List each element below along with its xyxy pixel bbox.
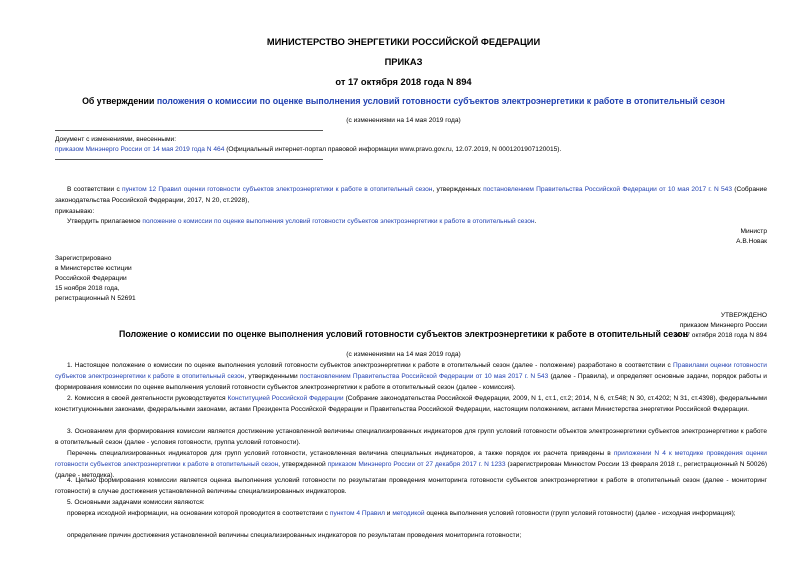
regulation-item-5b: определение причин достижения установленной величины специализированных индикаторов по результатам проведения мониторинга готовности; (67, 532, 522, 539)
methodology-order-link[interactable]: приказом Минэнерго России от 27 декабря 2017 г. N 1233 (327, 461, 506, 468)
rules-point-4-link[interactable]: пунктом 4 Правил (329, 510, 385, 517)
item1-text-2: , утвержденными (244, 373, 300, 380)
signature-name: А.В.Новак (736, 238, 767, 245)
signature-position: Министр (740, 228, 767, 235)
changes-detail (55, 144, 561, 155)
item5a-text-2: и (384, 510, 393, 517)
regulation-item-4: 4. Целью формирования комиссии является оценка выполнения условий готовности по результатам проведения мониторинга готовности субъектов электроэнергетики к работе в отопительный сезон (далее - мониторинг готовности) в случае достижения установленной величины специализированных индикаторов. (55, 477, 767, 495)
methodology-link[interactable]: методикой (392, 510, 425, 517)
order-title-prefix: Об утверждении (82, 96, 157, 106)
changes-source: (Официальный интернет-портал правовой информации www.pravo.gov.ru, 12.07.2019, N 0001201907120015). (224, 146, 562, 153)
registration-line-2: в Министерстве юстиции (55, 265, 132, 272)
item1-text-3: (далее - Правила), и определяет основные задачи, порядок работы и формирования комиссии по оценке выполнения условий готовности субъектов электроэнергетики к работе в отопительный сезон (далее - комиссия). (55, 373, 767, 391)
approval-line-1: УТВЕРЖДЕНО (720, 312, 767, 319)
approve-paragraph (67, 216, 536, 227)
preamble-text-3: (Собрание законодательства Российской Федерации, 2017, N 20, ст.2928), (55, 186, 767, 204)
regulation-item-5: 5. Основными задачами комиссии являются: (67, 499, 205, 506)
order-title-link[interactable]: положения о комиссии по оценке выполнения условий готовности субъектов электроэнергетики к работе в отопительный сезон (156, 96, 725, 106)
order-word: приказываю: (55, 208, 95, 215)
item2-text-2: (Собрание законодательства Российской Федерации, 2009, N 1, ст.1, ст.2; 2014, N 6, ст.548; N 30, ст.4202; N 31, ст.4398), федеральными конституционными законами, федеральными законами, актами Президента Российской Федерации и Правительства Российской Федерации, настоящим положением, актами Министерства энергетики Российской Федерации. (55, 395, 767, 413)
methodology-appendix-link[interactable]: приложении N 4 к методике проведения оценки готовности субъектов электроэнергетики к работе в отопительный сезон (55, 450, 767, 468)
preamble-text-1: В соответствии с (67, 186, 122, 193)
approve-text-1: Утвердить прилагаемое (67, 218, 143, 225)
rules-link[interactable]: Правилами оценки готовности субъектов электроэнергетики к работе в отопительный сезон (55, 362, 767, 380)
item3b-text-3: (зарегистрирован Минюстом России 13 февраля 2018 г., регистрационный N 50026) (далее - методика). (55, 461, 768, 479)
registration-line-4: 15 ноября 2018 года, (55, 285, 120, 292)
government-decree-link[interactable]: постановлением Правительства Российской Федерации от 10 мая 2017 г. N 543 (483, 186, 733, 193)
registration-line-5: регистрационный N 52691 (55, 295, 136, 302)
regulation-link[interactable]: положение о комиссии по оценке выполнения условий готовности субъектов электроэнергетики к работе в отопительный сезон (142, 218, 535, 225)
changes-bottom-rule (55, 159, 323, 160)
approval-line-2: приказом Минэнерго России (679, 322, 767, 329)
preamble-text-2: , утвержденных (432, 186, 484, 193)
constitution-link[interactable]: Конституцией Российской Федерации (227, 395, 344, 402)
regulation-item-3: 3. Основанием для формирования комиссии является достижение установленной величины специализированных индикаторов для групп условий готовности объектов электроэнергетики субъектов электроэнергетики к работе в отопительный сезон (далее - условия готовности, группа условий готовности). (55, 428, 767, 446)
item1-decree-link[interactable]: постановлением Правительства Российской Федерации от 10 мая 2017 г. N 543 (299, 373, 549, 380)
item2-text-1: 2. Комиссия в своей деятельности руководствуется (67, 395, 228, 402)
order-date-number: от 17 октября 2018 года N 894 (335, 77, 472, 87)
order-revision-note: (с изменениями на 14 мая 2019 года) (346, 117, 461, 124)
changes-top-rule (55, 130, 323, 131)
registration-line-1: Зарегистрировано (55, 255, 112, 262)
item5a-text-1: проверка исходной информации, на основании которой проводится в соответствии с (67, 510, 330, 517)
regulation-title: Положение о комиссии по оценке выполнения условий готовности субъектов электроэнергетики к работе в отопительный сезон (119, 329, 688, 339)
item3b-text-1: Перечень специализированных индикаторов для групп условий готовности, установленная величина специальных индикаторов, а также порядок их расчета приведены в (67, 450, 614, 457)
changes-intro: Документ с изменениями, внесенными: (55, 136, 177, 143)
item3b-text-2: , утвержденной (278, 461, 328, 468)
changes-order-link[interactable]: приказом Минэнерго России от 14 мая 2019 года N 464 (55, 146, 225, 153)
item1-text-1: 1. Настоящее положение о комиссии по оценке выполнения условий готовности субъектов электроэнергетики к работе в отопительный сезон (далее - положение) разработано в соответствии с (67, 362, 674, 369)
preamble-paragraph (55, 184, 767, 206)
order-title (0, 96, 807, 106)
doc-type-heading: ПРИКАЗ (384, 57, 423, 67)
registration-line-3: Российской Федерации (55, 275, 127, 282)
rules-point-12-link[interactable]: пунктом 12 Правил оценки готовности субъектов электроэнергетики к работе в отопительный сезон (122, 186, 433, 193)
regulation-revision-note: (с изменениями на 14 мая 2019 года) (346, 351, 461, 358)
approve-text-2: . (534, 218, 537, 225)
approval-line-3: от 17 октября 2018 года N 894 (674, 332, 767, 339)
ministry-heading: МИНИСТЕРСТВО ЭНЕРГЕТИКИ РОССИЙСКОЙ ФЕДЕРАЦИИ (266, 37, 541, 47)
regulation-item-5a (55, 508, 767, 519)
regulation-item-1 (55, 360, 767, 393)
item5a-text-3: оценка выполнения условий готовности (групп условий готовности) (далее - исходная информация); (424, 510, 736, 517)
regulation-item-2 (55, 393, 767, 415)
